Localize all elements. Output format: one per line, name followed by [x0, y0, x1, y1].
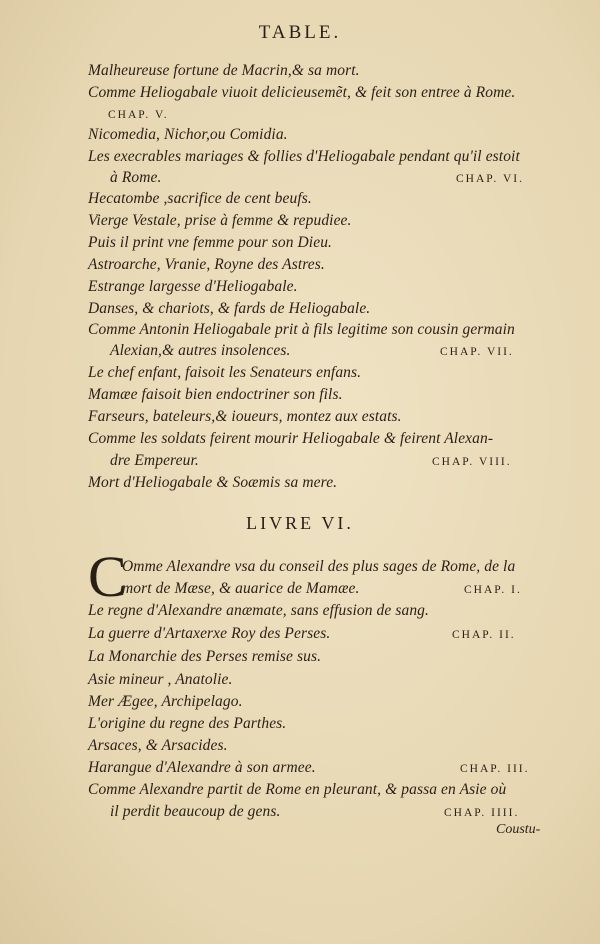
- toc-entry: Puis il print vne femme pour son Dieu.: [88, 234, 333, 251]
- chapter-label: CHAP. VII.: [440, 346, 514, 358]
- toc-entry: La guerre d'Artaxerxe Roy des Perses.: [88, 625, 331, 642]
- chapter-label: CHAP. III.: [460, 763, 530, 775]
- chapter-label: CHAP. VI.: [456, 173, 524, 185]
- toc-entry: Omme Alexandre vsa du conseil des plus sages de Rome, de la: [122, 558, 516, 575]
- toc-entry: Estrange largesse d'Heliogabale.: [88, 278, 298, 295]
- catchword: Coustu-: [496, 822, 541, 837]
- toc-entry: Comme Heliogabale viuoit delicieusemẽt, & feit son entree à Rome.: [88, 84, 516, 101]
- toc-entry: Mort d'Heliogabale & Soæmis sa mere.: [88, 474, 338, 491]
- toc-entry: à Rome.: [110, 169, 162, 186]
- toc-entry: Les execrables mariages & follies d'Heliogabale pendant qu'il estoit: [88, 148, 520, 165]
- chapter-label: CHAP. IIII.: [444, 807, 520, 819]
- toc-entry: Le regne d'Alexandre anæmate, sans effusion de sang.: [88, 602, 430, 619]
- chapter-label: CHAP. VIII.: [432, 456, 512, 468]
- toc-entry: La Monarchie des Perses remise sus.: [88, 648, 322, 665]
- toc-entry: dre Empereur.: [110, 452, 199, 469]
- drop-capital: C: [88, 544, 127, 609]
- toc-entry: Alexian,& autres insolences.: [110, 342, 291, 359]
- chapter-label: CHAP. V.: [108, 109, 169, 121]
- toc-entry: Comme Antonin Heliogabale prit à fils legitime son cousin germain: [88, 321, 515, 338]
- toc-entry: Vierge Vestale, prise à femme & repudiee.: [88, 212, 352, 229]
- toc-entry: Danses, & chariots, & fards de Heliogabale.: [88, 300, 371, 317]
- chapter-label: CHAP. I.: [464, 584, 522, 596]
- toc-entry: Nicomedia, Nichor,ou Comidia.: [88, 126, 288, 143]
- toc-entry: Comme Alexandre partit de Rome en pleurant, & passa en Asie où: [88, 781, 507, 798]
- toc-entry: Le chef enfant, faisoit les Senateurs enfans.: [88, 364, 362, 381]
- toc-entry: Mer Ægee, Archipelago.: [88, 693, 243, 710]
- toc-entry: Farseurs, bateleurs,& ioueurs, montez aux estats.: [88, 408, 402, 425]
- toc-entry: mort de Mæse, & auarice de Mamæe.: [122, 580, 360, 597]
- toc-entry: Mamæe faisoit bien endoctriner son fils.: [88, 386, 343, 403]
- toc-entry: il perdit beaucoup de gens.: [110, 803, 281, 820]
- page-header: TABLE.: [258, 22, 342, 43]
- toc-entry: Comme les soldats feirent mourir Heliogabale & feirent Alexan-: [88, 430, 494, 447]
- book-heading: LIVRE VI.: [246, 513, 354, 533]
- toc-entry: Arsaces, & Arsacides.: [88, 737, 228, 754]
- toc-entry: Astroarche, Vranie, Royne des Astres.: [88, 256, 325, 273]
- toc-entry: Asie mineur , Anatolie.: [88, 671, 233, 688]
- toc-entry: L'origine du regne des Parthes.: [88, 715, 287, 732]
- toc-entry: Harangue d'Alexandre à son armee.: [88, 759, 316, 776]
- chapter-label: CHAP. II.: [452, 629, 516, 641]
- toc-entry: Malheureuse fortune de Macrin,& sa mort.: [88, 62, 360, 79]
- toc-entry: Hecatombe ,sacrifice de cent beufs.: [88, 190, 312, 207]
